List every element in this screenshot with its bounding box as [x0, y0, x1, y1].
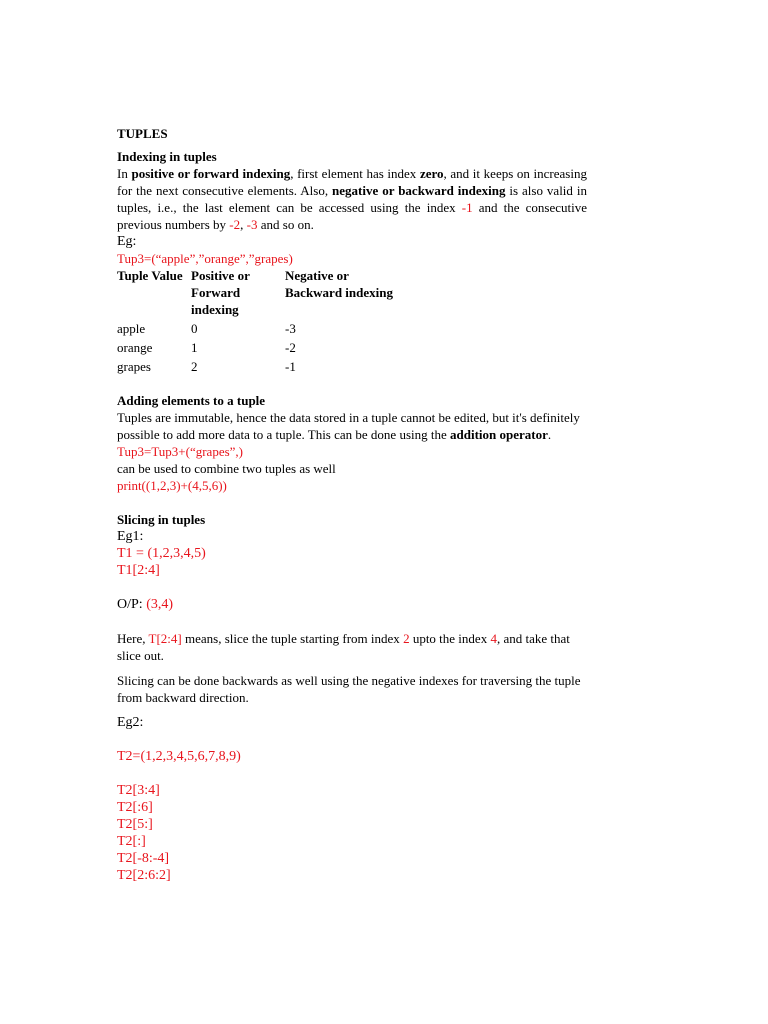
adding-heading: Adding elements to a tuple — [117, 393, 266, 408]
output-value: (3,4) — [146, 597, 174, 612]
adding-code-1: Tup3=Tup3+(“grapes”,) — [117, 444, 244, 459]
adding-paragraph — [117, 409, 587, 443]
table-cell: 1 — [191, 340, 198, 355]
text-run: . — [547, 427, 552, 442]
table-header: Positive or Forward indexing — [191, 268, 250, 317]
bold-run: addition operator — [450, 427, 548, 442]
code-line: T2[3:4] — [117, 783, 160, 798]
red-run: -3 — [246, 217, 258, 232]
document-content — [117, 125, 587, 884]
text-run: , and it keeps on increasing for the next consecutive elements. Also, — [117, 166, 587, 198]
bold-run: negative or backward indexing — [332, 183, 506, 198]
index-table — [117, 267, 395, 375]
code-line: T2[:] — [117, 834, 146, 849]
text-run: In — [117, 166, 132, 181]
table-cell: -1 — [285, 359, 296, 374]
eg-label: Eg: — [117, 234, 137, 249]
bold-run: zero — [419, 166, 444, 181]
output-label: O/P: — [117, 597, 147, 612]
output-line — [117, 596, 587, 613]
table-cell: apple — [117, 321, 146, 336]
red-run: -1 — [461, 200, 473, 215]
table-cell: -2 — [285, 340, 296, 355]
code-t2: T2=(1,2,3,4,5,6,7,8,9) — [117, 749, 241, 764]
text-run: , first element has index — [290, 166, 420, 181]
red-run: 2 — [403, 631, 410, 646]
text-run: Here, — [117, 631, 149, 646]
here-paragraph — [117, 630, 587, 664]
example-code: Tup3=(“apple”,”orange”,”grapes) — [117, 251, 293, 266]
indexing-paragraph — [117, 165, 587, 233]
table-cell: orange — [117, 340, 153, 355]
text-run: and the consecutive previous numbers by — [117, 200, 588, 232]
table-header-row — [117, 267, 395, 318]
page-title: TUPLES — [117, 126, 168, 141]
text-run: and so on. — [257, 217, 314, 232]
code-line: T2[-8:-4] — [117, 851, 170, 866]
text-run: means, slice the tuple starting from index — [181, 631, 404, 646]
text-run: upto the index — [409, 631, 491, 646]
eg1-label: Eg1: — [117, 529, 144, 544]
indexing-heading: Indexing in tuples — [117, 149, 217, 164]
table-header: Negative or Backward indexing — [285, 268, 393, 300]
code-line: T2[5:] — [117, 817, 153, 832]
text-run: Tuples are immutable, hence the data stored in a tuple cannot be edited, but it's definitely possible to add more data to a tuple. This can be done using the — [117, 410, 580, 442]
eg2-label: Eg2: — [117, 715, 144, 730]
table-cell: -3 — [285, 321, 296, 336]
text-run: , — [240, 217, 247, 232]
red-run: 4 — [490, 631, 497, 646]
table-row — [117, 356, 395, 375]
code-line: T2[:6] — [117, 800, 153, 815]
red-run: -2 — [229, 217, 241, 232]
table-cell: 0 — [191, 321, 198, 336]
table-header: Tuple Value — [117, 268, 183, 283]
bold-run: positive or forward indexing — [131, 166, 291, 181]
adding-code-2: print((1,2,3)+(4,5,6)) — [117, 478, 227, 493]
code-t1: T1 = (1,2,3,4,5) — [117, 546, 206, 561]
text-run: , and take that slice out. — [117, 631, 570, 663]
slicing-heading: Slicing in tuples — [117, 512, 206, 527]
red-run: T[2:4] — [148, 631, 182, 646]
code-t1-slice: T1[2:4] — [117, 563, 160, 578]
code-line: T2[2:6:2] — [117, 868, 171, 883]
table-row — [117, 337, 395, 356]
text-run: is also valid in tuples, i.e., the last element can be accessed using the index — [117, 183, 587, 215]
table-cell: grapes — [117, 359, 151, 374]
backwards-paragraph: Slicing can be done backwards as well using the negative indexes for traversing the tuple from backward direction. — [117, 673, 581, 705]
table-row — [117, 318, 395, 337]
table-cell: 2 — [191, 359, 198, 374]
adding-text-2: can be used to combine two tuples as well — [117, 461, 336, 476]
